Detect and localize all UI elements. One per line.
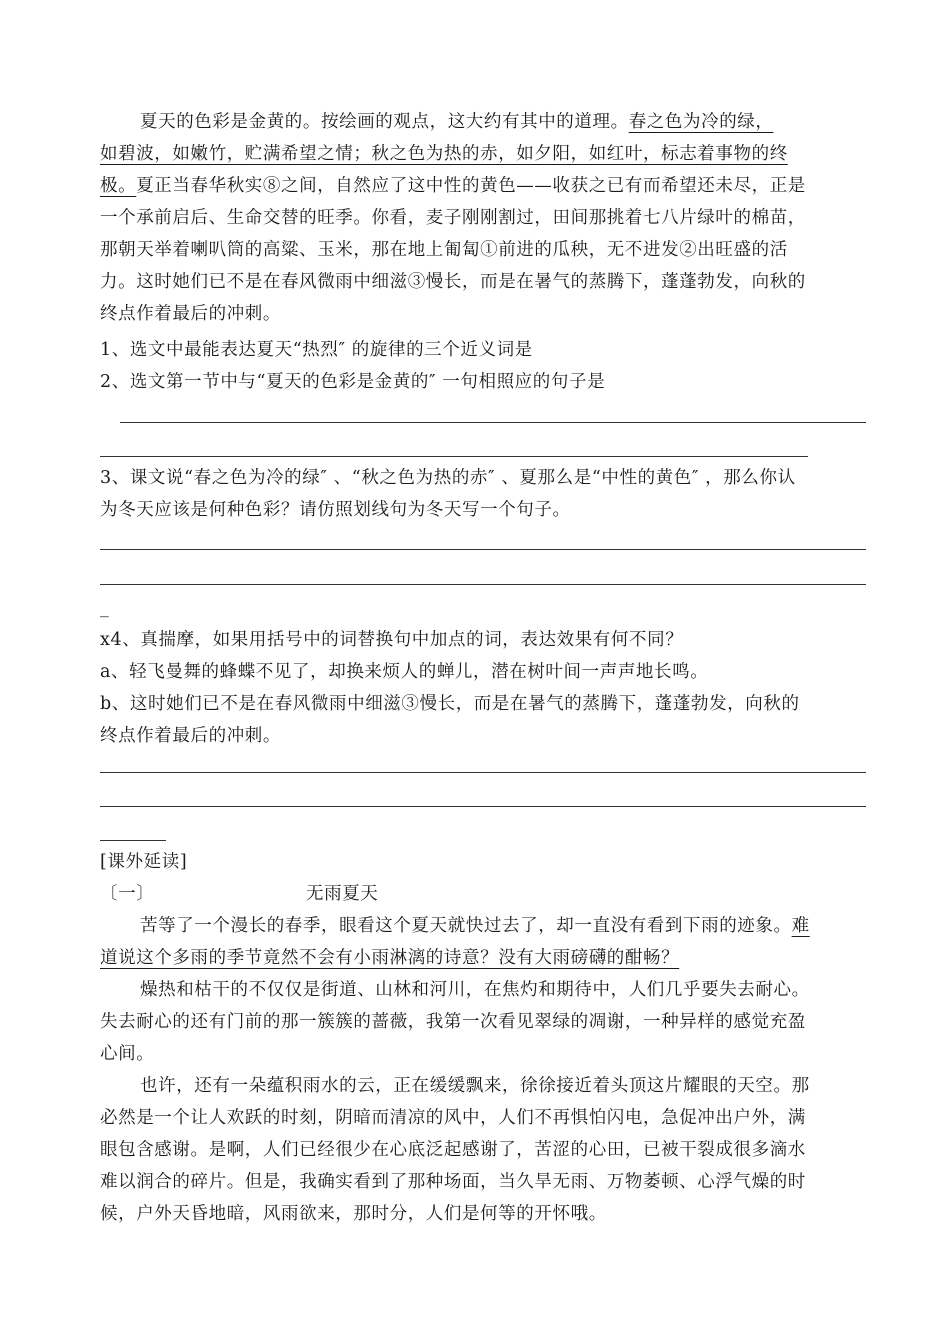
paragraph-3-line-4: 难以润合的碎片。但是，我确实看到了那种场面，当久旱无雨、万物萎顿、心浮气燥的时 [100,1172,806,1192]
answer-line[interactable] [100,806,866,807]
paragraph-3-line-3: 眼包含感谢。是啊，人们已经很少在心底泛起感谢了，苦涩的心田，已被干裂成很多滴水 [100,1140,806,1160]
article-title: 无雨夏天 [306,884,379,904]
question-4a: a、轻飞曼舞的蜂蝶不见了，却换来烦人的蝉儿，潜在树叶间一声声地长鸣。 [100,662,709,682]
underlined-text: 春之色为冷的绿， [628,112,774,132]
paragraph-2-line-1: 燥热和枯干的不仅仅是街道、山林和河川，在焦灼和期待中，人们几乎要失去耐心。 [140,980,810,1000]
passage-line-1 [140,106,774,138]
question-3-line-1: 3、课文说“春之色为冷的绿″ 、“秋之色为热的赤″ 、夏那么是“中性的黄色″ ，那么你认 [100,468,796,488]
passage-line-3 [100,170,806,202]
question-4b-line-1: b、这时她们已不是在春风微雨中细滋③慢长，而是在暑气的蒸腾下，蓬蓬勃发，向秋的 [100,694,800,714]
answer-line[interactable] [100,772,866,773]
question-2: 2、选文第一节中与“夏天的色彩是金黄的″ 一句相照应的句子是 [100,372,606,392]
answer-line[interactable] [100,584,866,585]
question-4: x4、真揣摩，如果用括号中的词替换句中加点的词，表达效果有何不同？ [100,630,684,650]
passage-line-5: 那朝天举着喇叭筒的高粱、玉米，那在地上匍匐①前进的瓜秧，无不进发②出旺盛的活 [100,240,788,260]
section-heading: [课外延读] [100,852,188,872]
passage-line-7: 终点作着最后的冲刺。 [100,304,281,324]
underlined-text: 如碧波，如嫩竹，贮满希望之情；秋之色为热的赤，如夕阳，如红叶，标志着事物的终 [100,144,788,164]
paragraph-2-line-2: 失去耐心的还有门前的那一簇簇的蔷薇，我第一次看见翠绿的凋谢，一种异样的感觉充盈 [100,1012,806,1032]
passage-line-2 [100,138,788,170]
question-1: 1、选文中最能表达夏天“热烈″ 的旋律的三个近义词是 [100,340,533,360]
question-4b-line-2: 终点作着最后的冲刺。 [100,726,281,746]
passage-text: 夏天的色彩是金黄的。按绘画的观点，这大约有其中的道理。 [140,112,629,132]
underlined-text: 难 [791,916,810,936]
part-label: 〔一〕 [100,884,155,904]
paragraph-3-line-2: 必然是一个让人欢跃的时刻，阴暗而清凉的风中，人们不再惧怕闪电，急促冲出户外，满 [100,1108,806,1128]
answer-line[interactable] [120,422,866,423]
answer-line[interactable] [100,456,808,457]
passage-line-4: 一个承前启后、生命交替的旺季。你看，麦子刚刚割过，田间那挑着七八片绿叶的棉苗， [100,208,806,228]
underlined-text: 道说这个多雨的季节竟然不会有小雨淋漓的诗意？没有大雨磅礴的酣畅？ [100,948,680,968]
paragraph-3-line-1: 也许，还有一朵蕴积雨水的云，正在缓缓飘来，徐徐接近着头顶这片耀眼的天空。那 [140,1076,810,1096]
question-3-line-2: 为冬天应该是何种色彩？请仿照划线句为冬天写一个句子。 [100,500,571,520]
answer-line[interactable] [100,549,866,550]
paragraph-text: 苦等了一个漫长的春季，眼看这个夏天就快过去了，却一直没有看到下雨的迹象。 [140,916,792,936]
paragraph-2-line-3: 心间。 [100,1044,155,1064]
passage-text: 夏正当春华秋实⑧之间，自然应了这中性的黄色——收获之已有而希望还未尽，正是 [136,176,806,196]
paragraph-1-line-2 [100,942,679,974]
passage-line-6: 力。这时她们已不是在春风微雨中细滋③慢长，而是在暑气的蒸腾下，蓬蓬勃发，向秋的 [100,272,806,292]
answer-line[interactable] [100,840,166,841]
paragraph-3-line-5: 候，户外天昏地暗，风雨欲来，那时分，人们是何等的开怀哦。 [100,1204,607,1224]
underlined-text: 极。 [100,176,137,196]
paragraph-1-line-1 [140,910,810,942]
answer-line-tail: _ [100,598,110,618]
